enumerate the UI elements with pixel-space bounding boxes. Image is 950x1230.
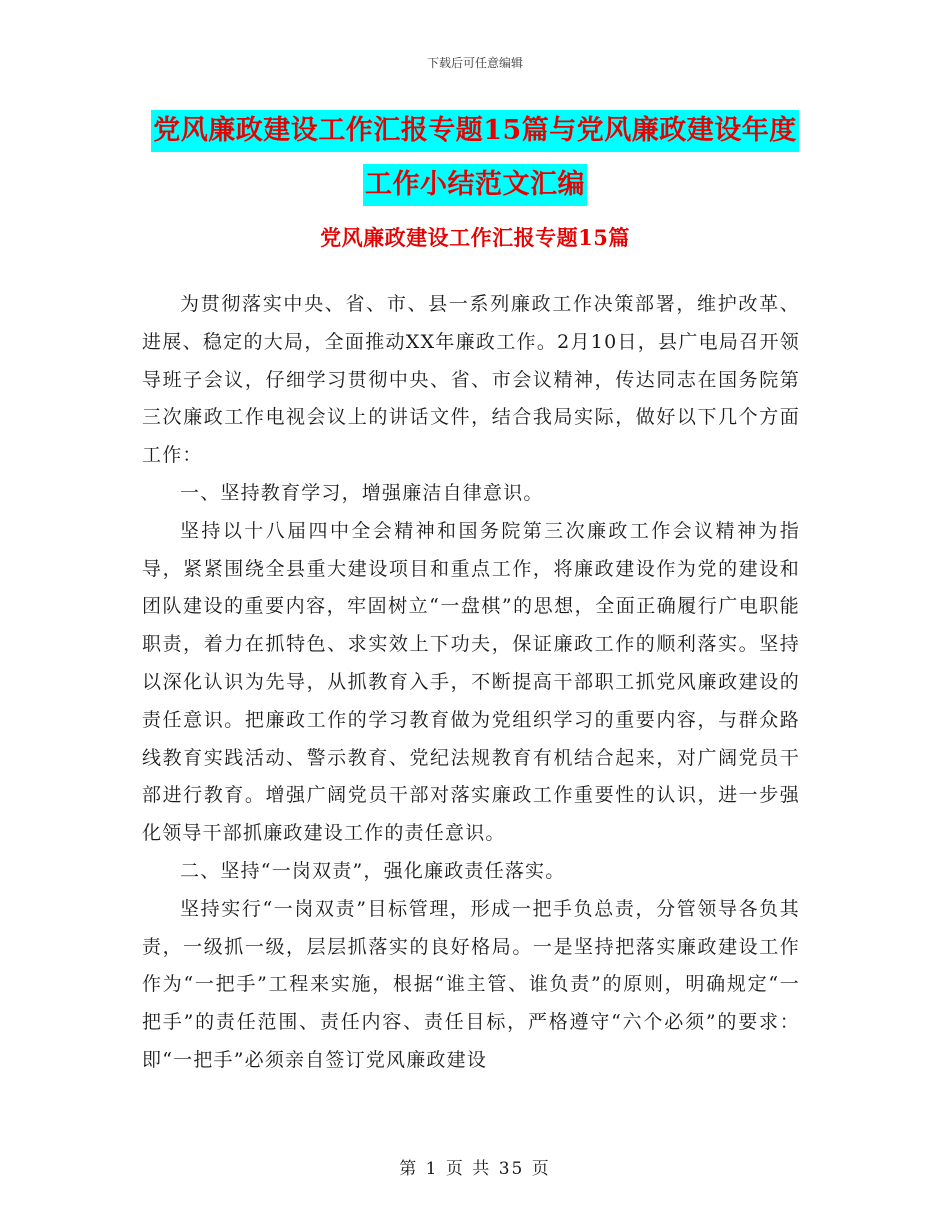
paragraph: 坚持以十八届四中全会精神和国务院第三次廉政工作会议精神为指导，紧紧围绕全县重大建设项目和重点工作，将廉政建设作为党的建设和团队建设的重要内容，牢固树立“一盘棋”的思想，全面正确履行广电职能职责，着力在抓特色、求实效上下功夫，保证廉政工作的顺利落实。坚持以深化认识为先导，从抓教育入手，不断提高干部职工抓党风廉政建设的责任意识。把廉政工作的学习教育做为党组织学习的重要内容，与群众路线教育实践活动、警示教育、党纪法规教育有机结合起来，对广阔党员干部进行教育。增强广阔党员干部对落实廉政工作重要性的认识，进一步强化领导干部抓廉政建设工作的责任意识。 [142, 519, 800, 845]
header-note: 下载后可任意编辑 [426, 56, 523, 70]
paragraph-heading: 一、坚持教育学习，增强廉洁自律意识。 [180, 481, 544, 504]
page-footer: 第 1 页 共 35 页 [399, 1159, 551, 1179]
document-title-line-2: 工作小结范文汇编 [363, 164, 587, 206]
paragraph: 坚持实行“一岗双责”目标管理，形成一把手负总责，分管领导各负其责，一级抓一级，层层抓落实的良好格局。一是坚持把落实廉政建设工作作为“一把手”工程来实施，根据“谁主管、谁负责”的原则，明确规定“一把手”的责任范围、责任内容、责任目标，严格遵守“六个必须”的要求：即“一把手”必须亲自签订党风廉政建设 [142, 897, 800, 1071]
document-title-line-1: 党风廉政建设工作汇报专题15篇与党风廉政建设年度 [151, 110, 799, 152]
paragraph: 为贯彻落实中央、省、市、县一系列廉政工作决策部署，维护改革、进展、稳定的大局，全面推动XX年廉政工作。2月10日，县广电局召开领导班子会议，仔细学习贯彻中央、省、市会议精神，传达同志在国务院第三次廉政工作电视会议上的讲话文件，结合我局实际，做好以下几个方面工作： [142, 293, 800, 467]
section-title: 党风廉政建设工作汇报专题15篇 [320, 225, 630, 250]
body-text [142, 286, 800, 1080]
paragraph-heading: 二、坚持“一岗双责”，强化廉政责任落实。 [180, 859, 566, 882]
document-title [0, 110, 950, 218]
